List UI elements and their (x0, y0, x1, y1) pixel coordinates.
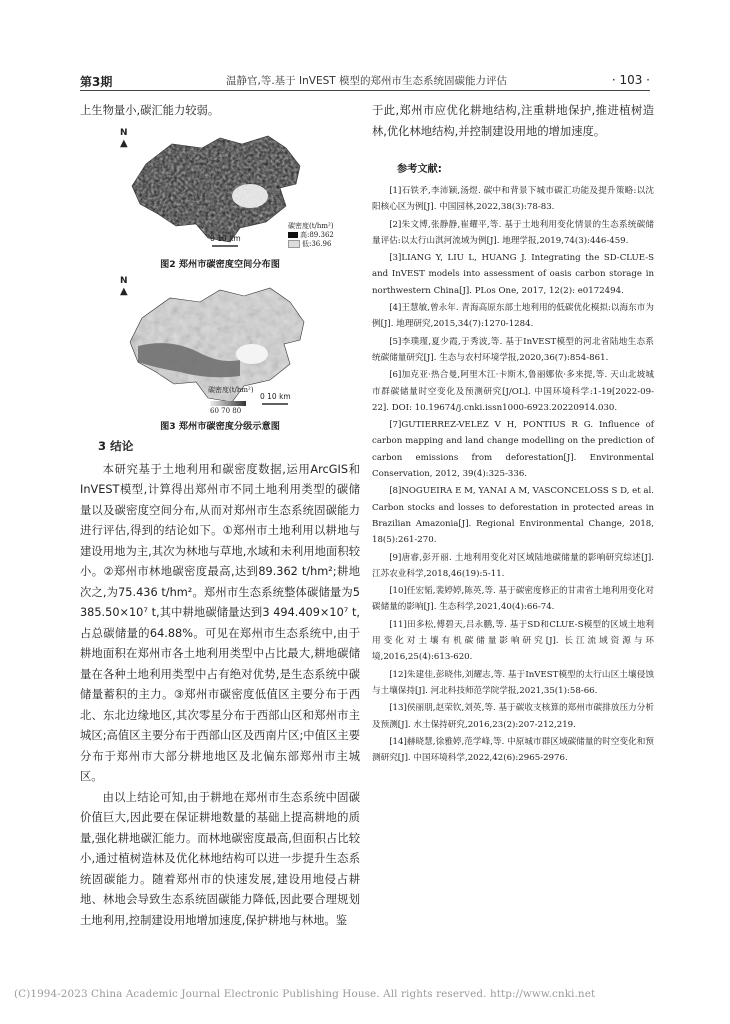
reference-item: [5]李璞瑾,夏少霞,于秀波,等. 基于InVEST模型的河北省陆地生态系统碳储量研究[J]. 生态与农村环境学报,2020,36(7):854-861. (372, 336, 654, 363)
legend-title: 碳密度(t/hm²) (208, 385, 254, 394)
header-rule (80, 90, 650, 91)
reference-item: [13]侯丽朋,赵荣钦,刘英,等. 基于碳收支核算的郑州市碳排放压力分析及预测[J]. 水土保持研究,2016,23(2):207-212,219. (372, 703, 654, 730)
reference-item: [12]朱建佳,彭晓伟,刘耀志,等. 基于InVEST模型的太行山区土壤侵蚀与土壤保持[J]. 河北科技师范学院学报,2021,35(1):58-66. (372, 669, 654, 696)
scale-bar: 0 10 km (210, 233, 241, 243)
reference-item: [1]石铁矛,李沛颖,汤煜. 碳中和背景下城市碳汇功能及提升策略:以沈阳核心区为例[J]. 中国园林,2022,38(3):78-83. (372, 186, 654, 213)
reference-item: [8]NOGUEIRA E M, YANAI A M, VASCONCELOSS S D, et al. Carbon stocks and losses to deforestation in protected areas in Brazilian Amazonia[J]. Regional Environmental Change, 2018, 18(5):261-270. (372, 486, 654, 546)
legend-low-swatch (288, 240, 300, 248)
running-title: 温静官,等.基于 InVEST 模型的郑州市生态系统固碳能力评估 (226, 75, 507, 87)
conclusion-paragraph-1: 本研究基于土地利用和碳密度数据,运用ArcGIS和InVEST模型,计算得出郑州市不同土地利用类型的碳储量以及碳密度空间分布,从而对郑州市生态系统固碳能力进行评估,得到的结论如下。①郑州市土地利用以耕地与建设用地为主,其次为林地与草地,水域和未利用地面积较小。②郑州市林地碳密度最高,达到89.362 t/hm²;耕地次之,为75.436 t/hm²。郑州市生态系统整体碳储量为5 385.50×10⁷ t,其中耕地碳储量达到3 494.409×10⁷ t,占总碳储量的64.88%。可见在郑州市生态系统中,由于耕地面积在郑州市各土地利用类型中占比最大,耕地碳储量在各种土地利用类型中占有绝对优势,是生态系统中碳储量蓄积的主力。③郑州市碳密度低值区主要分布于西北、东北边缘地区,其次零星分布于西部山区和郑州市主城区;高值区主要分布于西部山区及西南片区;中值区主要分布于郑州市大部分耕地地区及北偏东部郑州市主城区。 (80, 462, 360, 783)
figure-3 (80, 276, 360, 416)
intro-line: 上生物量小,碳汇能力较弱。 (80, 104, 220, 117)
legend-high: 高:89.362 (300, 230, 334, 239)
reference-item: [6]加克亚·热合曼,阿里木江·卡斯木,鲁丽娜依·多来提,等. 天山北坡城市群碳储量时空变化及预测研究[J/OL]. 中国环境科学:1-19[2022-09-22]. DOI: 10.19674/j.cnki.issn1000-6923.20220914.030. (372, 370, 654, 413)
legend-high-swatch (288, 232, 298, 238)
reference-item: [7]GUTIERREZ-VELEZ V H, PONTIUS R G. Influence of carbon mapping and land change modelling on the prediction of carbon emissions from deforestation[J]. Environmental Conservation, 2012, 39(4):325-336. (372, 420, 654, 480)
references-title: 参考文献: (397, 164, 442, 175)
reference-item: [4]王慧敏,曾永年. 青海高原东部土地利用的低碳优化模拟:以海东市为例[J]. 地理研究,2015,34(7):1270-1284. (372, 303, 654, 330)
reference-item: [3]LIANG Y, LIU L, HUANG J. Integrating the SD-CLUE-S and InVEST models into assessment of oasis carbon storage in northwestern China[J]. PLos One, 2017, 12(2): e0172494. (372, 253, 654, 296)
section-heading: 3 结论 (98, 438, 134, 453)
reference-item: [9]唐睿,彭开丽. 土地利用变化对区域陆地碳储量的影响研究综述[J]. 江苏农业科学,2018,46(19):5-11. (372, 552, 654, 579)
page-number: · 103 · (611, 73, 650, 87)
conclusion-paragraph-2: 由以上结论可知,由于耕地在郑州市生态系统中固碳价值巨大,因此要在保证耕地数量的基础上提高耕地的质量,强化耕地碳汇能力。而林地碳密度最高,但面积占比较小,通过植树造林及优化林地结构可以进一步提升生态系统固碳能力。随着郑州市的快速发展,建设用地侵占耕地、林地会导致生态系统固碳能力降低,因此要合理规划土地利用,控制建设用地增加速度,保护耕地与林地。鉴 (80, 790, 360, 927)
reference-item: [14]赫晓慧,徐雅婷,范学峰,等. 中原城市群区域碳储量的时空变化和预测研究[J]. 中国环境科学,2022,42(6):2965-2976. (372, 736, 654, 764)
scale-bar: 0 10 km (260, 391, 291, 401)
right-column (372, 101, 654, 767)
legend-ticks: 60 70 80 (210, 406, 242, 415)
north-arrow-icon: N ▲ (120, 127, 128, 149)
conclusion-paragraph-continued: 于此,郑州市应优化耕地结构,注重耕地保护,推进植树造林,优化林地结构,并控制建设用地的增加速度。 (372, 104, 654, 138)
left-column (80, 101, 360, 931)
legend-low: 低:36.96 (302, 239, 332, 248)
figure-2 (80, 126, 360, 254)
figure-3-caption: 图3 郑州市碳密度分级示意图 (160, 420, 280, 432)
references-list (372, 183, 654, 766)
carbon-density-class-map (80, 276, 360, 416)
legend-title: 碳密度(t/hm²) (288, 221, 334, 230)
copyright-footer: (C)1994-2023 China Academic Journal Electronic Publishing House. All rights reserved. http://www.cnki.net (14, 988, 596, 1000)
legend (288, 222, 334, 249)
north-arrow-icon: N ▲ (120, 275, 128, 297)
issue-label: 第3期 (80, 75, 113, 89)
figure-2-caption: 图2 郑州市碳密度空间分布图 (160, 258, 280, 270)
reference-item: [2]朱文博,张静静,崔耀平,等. 基于土地利用变化情景的生态系统碳储量评估:以太行山淇河流域为例[J]. 地理学报,2019,74(3):446-459. (372, 219, 654, 246)
page-header (0, 0, 730, 92)
reference-item: [11]田多松,傅碧天,吕永鹏,等. 基于SD和CLUE-S模型的区域土地利用变化对土壤有机碳储量影响研究[J]. 长江流域资源与环境,2016,25(4):613-620. (372, 619, 654, 663)
reference-item: [10]任宏韬,裴婷婷,陈英,等. 基于碳密度修正的甘肃省土地利用变化对碳储量的影响[J]. 生态科学,2021,40(4):66-74. (372, 586, 654, 613)
